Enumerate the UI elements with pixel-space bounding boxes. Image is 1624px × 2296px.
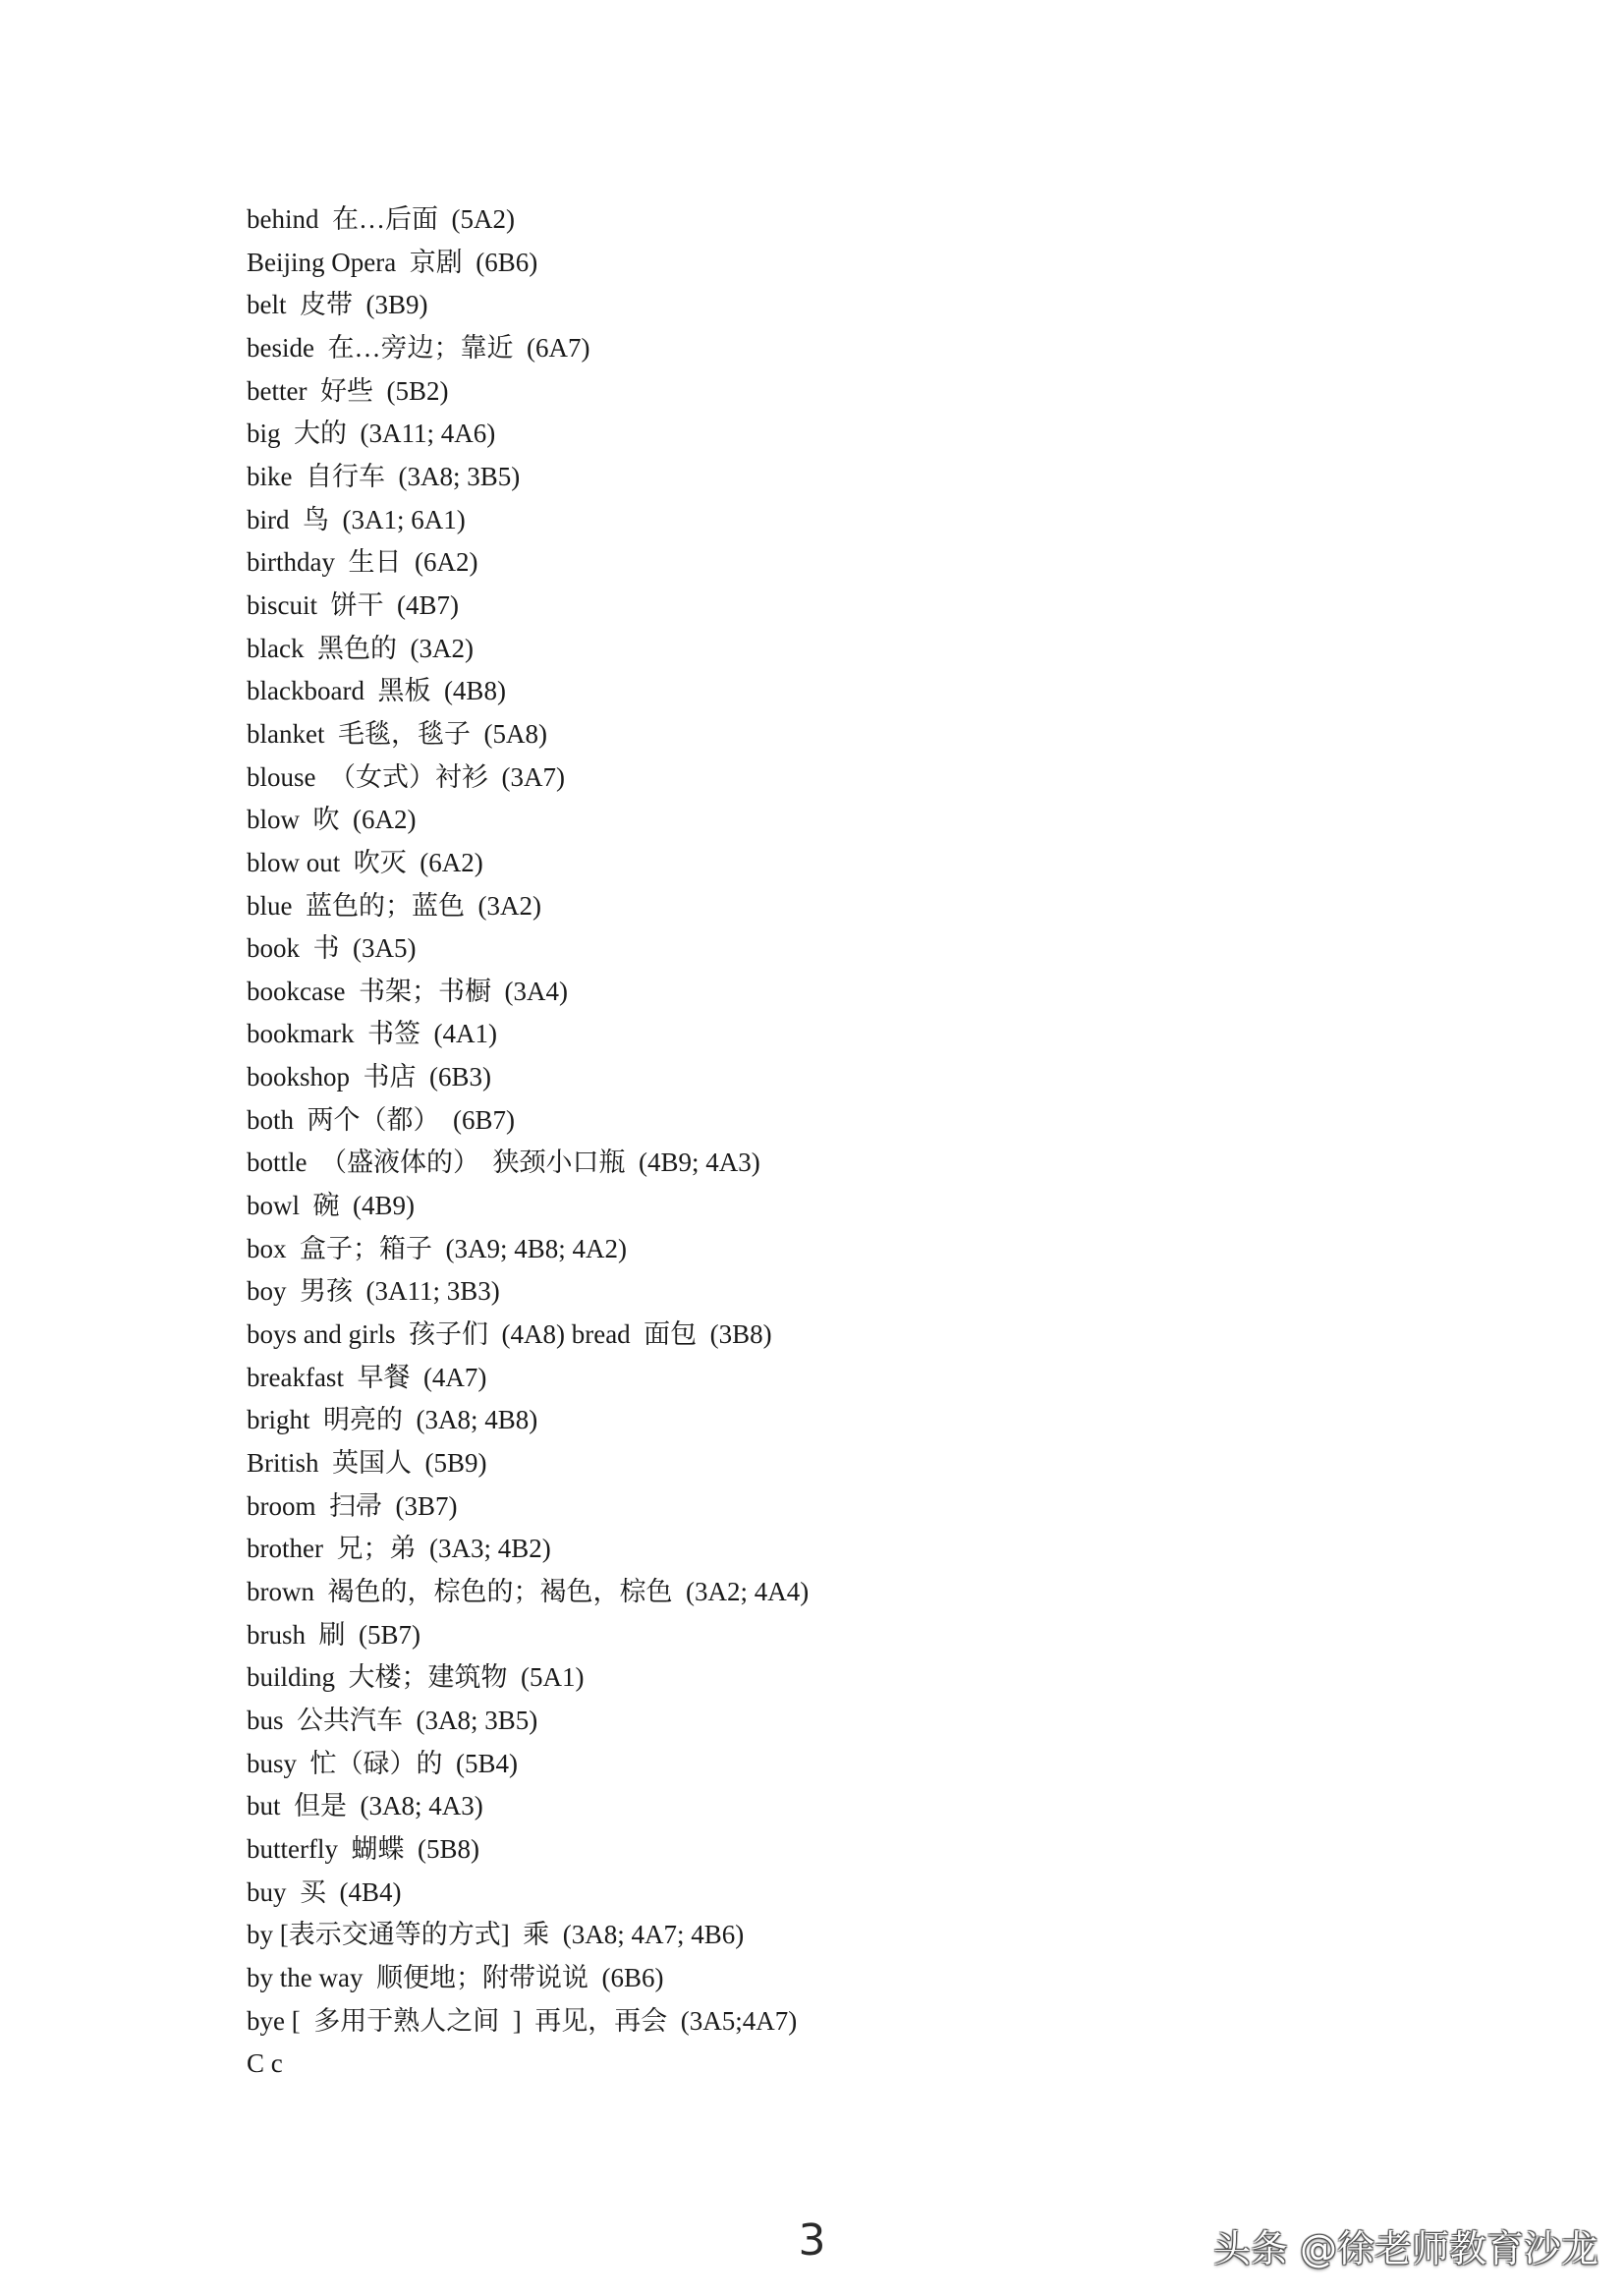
vocab-entry: brother 兄；弟 (3A3; 4B2) — [247, 1534, 551, 1564]
page-number: 3 — [798, 2215, 826, 2266]
vocab-entry: buy 买 (4B4) — [247, 1876, 402, 1907]
vocab-entry: blue 蓝色的；蓝色 (3A2) — [247, 890, 541, 921]
vocab-entry: bookmark 书签 (4A1) — [247, 1019, 497, 1049]
vocabulary-list — [247, 198, 809, 2086]
vocab-entry: box 盒子；箱子 (3A9; 4B8; 4A2) — [247, 1233, 627, 1263]
vocab-entry: brown 褐色的，棕色的；褐色，棕色 (3A2; 4A4) — [247, 1577, 810, 1606]
vocab-entry: behind 在…后面 (5A2) — [247, 204, 515, 234]
vocab-entry: but 但是 (3A8; 4A3) — [247, 1791, 483, 1821]
vocab-entry: bottle （盛液体的） 狭颈小口瓶 (4B9; 4A3) — [247, 1148, 760, 1178]
section-letter-heading: C c — [247, 2048, 283, 2079]
vocab-entry: big 大的 (3A11; 4A6) — [247, 419, 496, 449]
vocab-entry: bike 自行车 (3A8; 3B5) — [247, 461, 521, 491]
vocab-entry: butterfly 蝴蝶 (5B8) — [247, 1833, 479, 1864]
vocab-entry: bye [ 多用于熟人之间 ] 再见，再会 (3A5;4A7) — [247, 2005, 798, 2036]
vocab-entry: blow 吹 (6A2) — [247, 805, 417, 835]
vocab-entry: blanket 毛毯，毯子 (5A8) — [247, 718, 547, 749]
vocab-entry: by [表示交通等的方式] 乘 (3A8; 4A7; 4B6) — [247, 1920, 745, 1950]
vocab-entry: bookshop 书店 (6B3) — [247, 1062, 491, 1092]
vocab-entry: book 书 (3A5) — [247, 933, 417, 964]
vocab-entry: blackboard 黑板 (4B8) — [247, 676, 506, 706]
vocab-entry: brush 刷 (5B7) — [247, 1619, 420, 1650]
vocab-entry: bowl 碗 (4B9) — [247, 1191, 415, 1221]
vocab-entry: bookcase 书架；书橱 (3A4) — [247, 976, 568, 1006]
vocab-entry: birthday 生日 (6A2) — [247, 547, 478, 578]
vocab-entry: broom 扫帚 (3B7) — [247, 1490, 458, 1521]
vocab-entry: busy 忙（碌）的 (5B4) — [247, 1748, 518, 1778]
vocab-entry: bright 明亮的 (3A8; 4B8) — [247, 1405, 538, 1435]
vocab-entry: breakfast 早餐 (4A7) — [247, 1362, 487, 1392]
vocab-entry: by the way 顺便地；附带说说 (6B6) — [247, 1962, 664, 1992]
vocab-entry: bird 鸟 (3A1; 6A1) — [247, 504, 466, 534]
vocab-entry: biscuit 饼干 (4B7) — [247, 589, 459, 620]
vocab-entry: both 两个（都） (6B7) — [247, 1104, 515, 1135]
vocab-entry: British 英国人 (5B9) — [247, 1448, 487, 1479]
vocab-entry: bus 公共汽车 (3A8; 3B5) — [247, 1705, 538, 1735]
watermark-text: 头条 @徐老师教育沙龙 — [1212, 2227, 1598, 2270]
vocab-entry: black 黑色的 (3A2) — [247, 633, 474, 663]
vocab-entry: Beijing Opera 京剧 (6B6) — [247, 247, 538, 277]
vocab-entry: boy 男孩 (3A11; 3B3) — [247, 1276, 500, 1307]
vocab-entry: boys and girls 孩子们 (4A8) bread 面包 (3B8) — [247, 1319, 772, 1350]
vocab-entry: blouse （女式）衬衫 (3A7) — [247, 761, 565, 792]
vocab-entry: belt 皮带 (3B9) — [247, 290, 428, 320]
vocab-entry: better 好些 (5B2) — [247, 375, 449, 406]
vocab-entry: beside 在…旁边；靠近 (6A7) — [247, 332, 590, 363]
vocab-entry: building 大楼；建筑物 (5A1) — [247, 1662, 585, 1693]
vocab-entry: blow out 吹灭 (6A2) — [247, 847, 483, 877]
